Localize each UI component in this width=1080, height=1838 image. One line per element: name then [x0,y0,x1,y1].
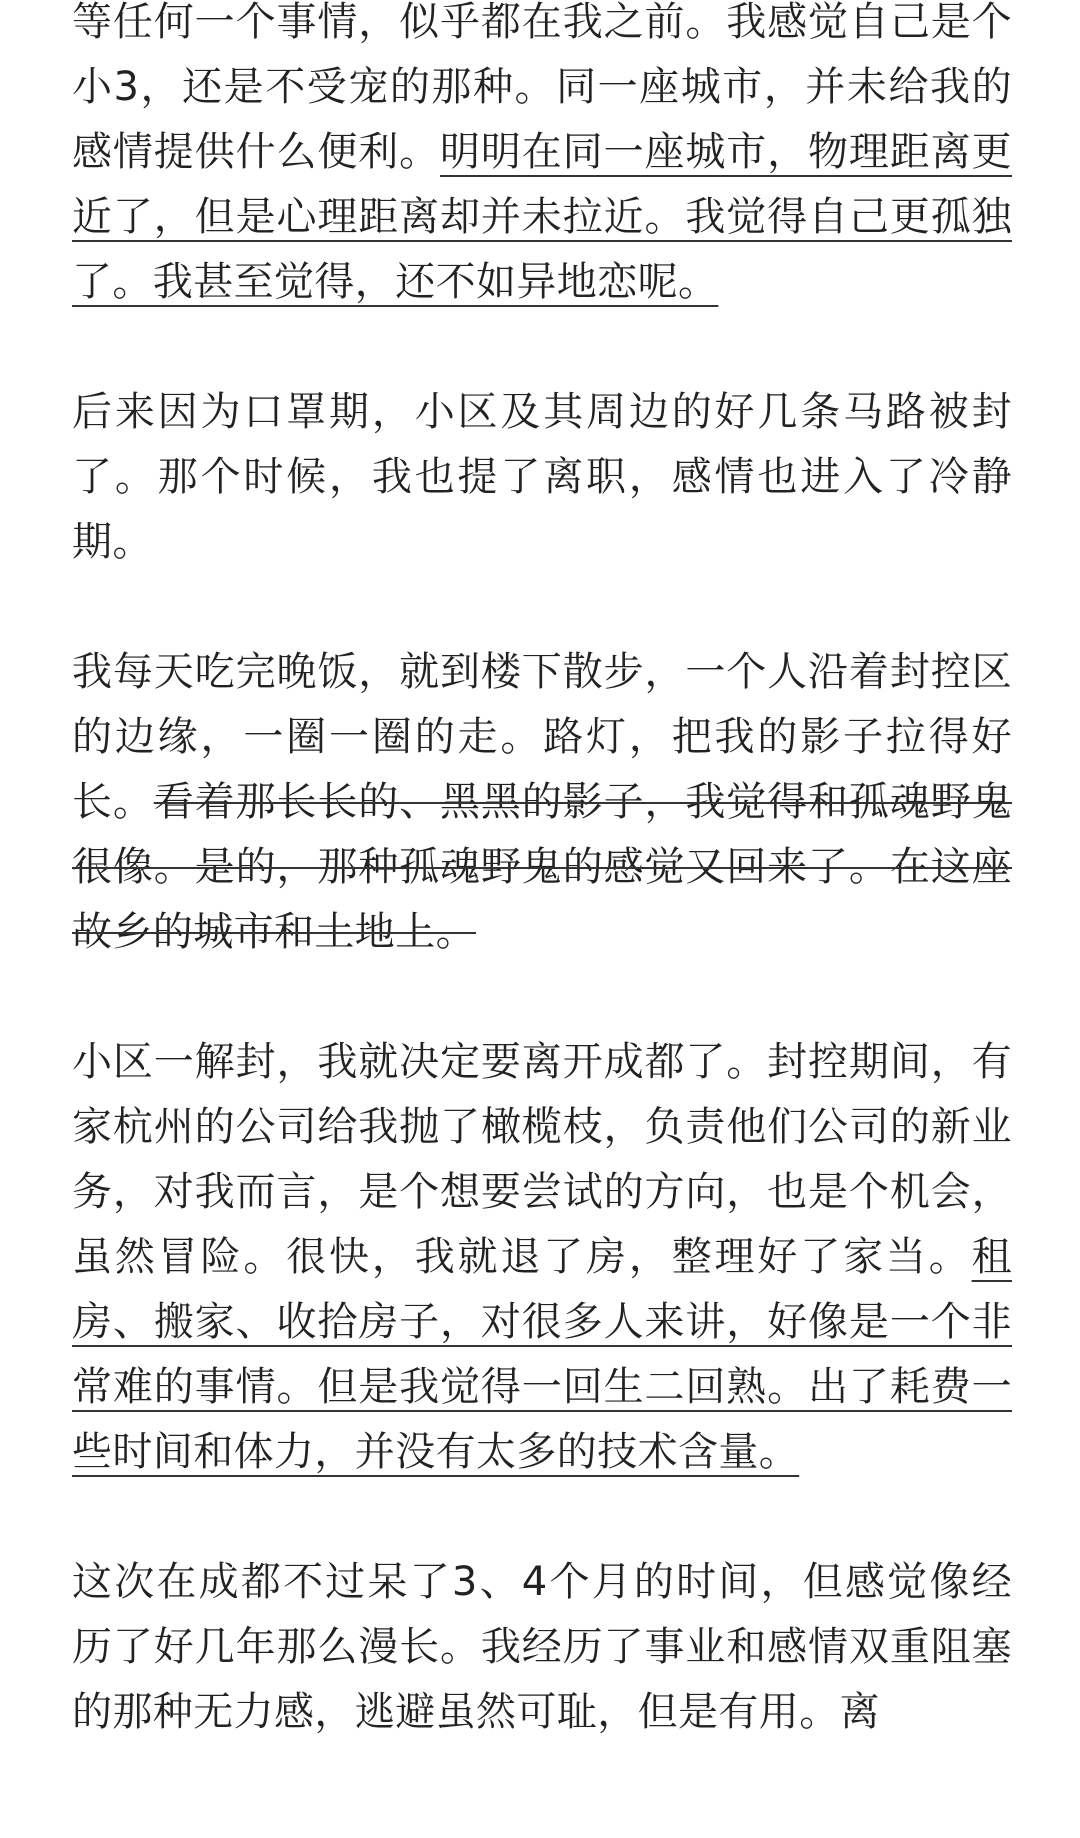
paragraph-1 [72,0,1012,315]
paragraph-4-underlined-text: 租房、搬家、收拾房子，对很多人来讲，好像是一个非常难的事情。但是我觉得一回生二回熟。出了耗费一些时间和体力，并没有太多的技术含量。 [72,1234,1012,1475]
paragraph-4 [72,1030,1012,1485]
paragraph-5 [72,1550,1012,1745]
paragraph-2 [72,380,1012,575]
paragraph-3 [72,640,1012,965]
article-body [72,0,1012,1810]
paragraph-1-underlined-text: 明明在同一座城市，物理距离更近了，但是心理距离却并未拉近。我觉得自己更孤独了。我甚至觉得，还不如异地恋呢。 [72,129,1012,305]
paragraph-3-strikethrough-text: 看着那长长的、黑黑的影子，我觉得和孤魂野鬼很像。是的，那种孤魂野鬼的感觉又回来了。在这座故乡的城市和土地上。 [72,779,1012,955]
paragraph-4-text: 小区一解封，我就决定要离开成都了。封控期间，有家杭州的公司给我抛了橄榄枝，负责他们公司的新业务，对我而言，是个想要尝试的方向，也是个机会，虽然冒险。很快，我就退了房，整理好了家当。 [72,1039,1012,1280]
paragraph-2-text: 后来因为口罩期，小区及其周边的好几条马路被封了。那个时候，我也提了离职，感情也进入了冷静期。 [72,389,1012,565]
paragraph-5-text: 这次在成都不过呆了3、4个月的时间，但感觉像经历了好几年那么漫长。我经历了事业和感情双重阻塞的那种无力感，逃避虽然可耻，但是有用。离 [72,1559,1012,1735]
paragraph-3-text: 我每天吃完晚饭，就到楼下散步，一个人沿着封控区的边缘，一圈一圈的走。路灯，把我的影子拉得好长。 [72,649,1012,825]
paragraph-1-text: 等任何一个事情，似乎都在我之前。我感觉自己是个小3，还是不受宠的那种。同一座城市，并未给我的感情提供什么便利。 [72,0,1012,175]
